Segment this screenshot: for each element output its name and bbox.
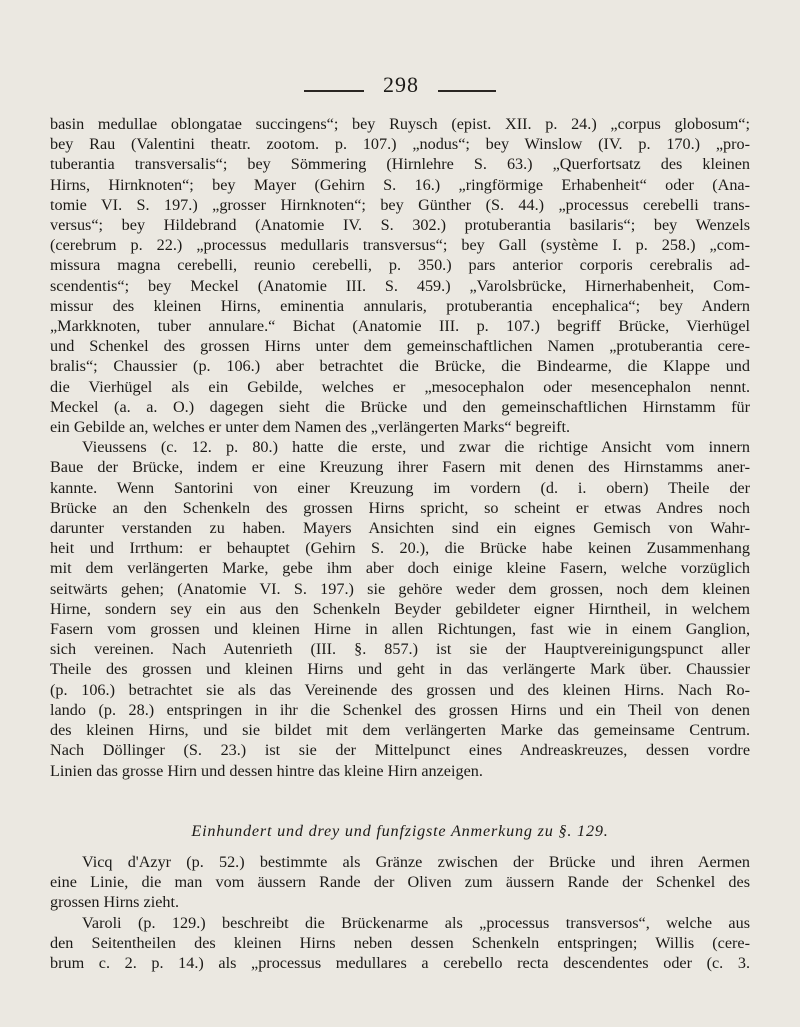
- text-line: und Schenkel des grossen Hirns unter dem gemeinschaftlichen Namen „protuberantia cere-: [50, 337, 750, 356]
- paragraph-2: [50, 437, 750, 780]
- text-line: ein Gebilde an, welches er unter dem Namen des „verlängerten Marks“ begreift.: [50, 418, 571, 437]
- text-line: seitwärts gehen; (Anatomie VI. S. 197.) sie gehöre weder dem grossen, noch dem kleinen: [50, 579, 750, 598]
- text-line: Vieussens (c. 12. p. 80.) hatte die erste, und zwar die richtige Ansicht vom innern: [82, 438, 750, 457]
- text-line: des kleinen Hirns, und sie bildet mit dem verlängerten Marke das gemeinsame Centrum.: [50, 721, 750, 740]
- paragraph-3: [50, 852, 750, 913]
- text-line: grossen Hirns zieht.: [50, 893, 180, 912]
- section-heading: Einhundert und drey und funfzigste Anmerkung zu §. 129.: [191, 822, 609, 840]
- text-line: Linien das grosse Hirn und dessen hintre das kleine Hirn anzeigen.: [50, 761, 483, 780]
- text-line: missura magna cerebelli, reunio cerebelli, p. 350.) pars anterior corporis cerebralis ad-: [50, 256, 750, 275]
- main-text: [50, 114, 750, 781]
- text-line: Theile des grossen und kleinen Hirns und geht in das verlängerte Mark über. Chaussier: [50, 660, 750, 679]
- text-line: brum c. 2. p. 14.) als „processus medullares a cerebello recta descendentes oder (c. 3.: [50, 954, 750, 973]
- text-line: (cerebrum p. 22.) „processus medullaris transversus“; bey Gall (système I. p. 258.) „com-: [50, 236, 750, 255]
- main-text-continued: [50, 852, 750, 973]
- text-line: Hirne, sondern sey ein aus den Schenkeln Beyder gebildeter eigner Hirntheil, in welchem: [50, 599, 750, 618]
- text-line: versus“; bey Hildebrand (Anatomie IV. S. 302.) protuberantia basilaris“; bey Wenzels: [50, 216, 750, 235]
- text-line: tuberantia transversalis“; bey Sömmering (Hirnlehre S. 63.) „Querfortsatz des kleinen: [50, 155, 750, 174]
- text-line: bey Rau (Valentini theatr. zootom. p. 107.) „nodus“; bey Winslow (IV. p. 170.) „pro-: [50, 135, 750, 154]
- text-line: Varoli (p. 129.) beschreibt die Brückenarme als „processus transversos“, welche aus: [82, 913, 750, 932]
- text-line: die Vierhügel als ein Gebilde, welches er „mesocephalon oder mesencephalon nennt.: [50, 377, 750, 396]
- text-line: darunter verstanden zu haben. Mayers Ansichten sind ein eignes Gemisch von Wahr-: [50, 519, 750, 538]
- text-line: Hirns, Hirnknoten“; bey Mayer (Gehirn S. 16.) „ringförmige Erhabenheit“ oder (Ana-: [50, 175, 750, 194]
- page-header: [0, 72, 800, 102]
- text-line: „Markknoten, tuber annulare.“ Bichat (Anatomie III. p. 107.) begriff Brücke, Vierhügel: [50, 317, 750, 336]
- text-line: eine Linie, die man vom äussern Rande der Oliven zum äussern Rande der Schenkel des: [50, 873, 750, 892]
- text-line: Baue der Brücke, indem er eine Kreuzung ihrer Fasern mit denen des Hirnstamms aner-: [50, 458, 750, 477]
- text-line: Brücke an den Schenkeln des grossen Hirns spricht, so scheint er etwas Andres noch: [50, 498, 750, 517]
- text-line: bralis“; Chaussier (p. 106.) aber betrachtet die Brücke, die Bindearme, die Klappe und: [50, 357, 750, 376]
- text-line: (p. 106.) betrachtet sie als das Vereinende des grossen und des kleinen Hirns. Nach Ro-: [50, 680, 750, 699]
- paragraph-4: [50, 913, 750, 974]
- text-line: lando (p. 28.) entspringen in ihr die Schenkel des grossen Hirns und ein Theil von denen: [50, 700, 750, 719]
- text-line: Fasern vom grossen und kleinen Hirne in allen Richtungen, fast wie in einem Ganglion,: [50, 620, 750, 639]
- paragraph-1: [50, 114, 750, 437]
- text-line: Meckel (a. a. O.) dagegen sieht die Brücke und den gemeinschaftlichen Hirnstamm für: [50, 397, 750, 416]
- page-number: 298: [383, 72, 419, 97]
- text-line: basin medullae oblongatae succingens“; bey Ruysch (epist. XII. p. 24.) „corpus globosum“;: [50, 115, 750, 133]
- text-line: tomie VI. S. 197.) „grosser Hirnknoten“; bey Günther (S. 44.) „processus cerebelli trans-: [50, 195, 750, 214]
- header-rule-right: [438, 90, 496, 92]
- text-line: den Seitentheilen des kleinen Hirns neben dessen Schenkeln entspringen; Willis (cere-: [50, 933, 750, 952]
- text-line: mit dem verlängerten Marke, gebe ihm aber doch einige kleine Fasern, welche vorzüglich: [50, 559, 750, 578]
- text-line: Vicq d'Azyr (p. 52.) bestimmte als Gränze zwischen der Brücke und ihren Aermen: [82, 853, 750, 871]
- text-line: missur des kleinen Hirns, eminentia annularis, protuberantia encephalica“; bey Andern: [50, 296, 750, 315]
- text-line: scendentis“; bey Meckel (Anatomie III. S. 459.) „Varolsbrücke, Hirnerhabenheit, Com-: [50, 276, 750, 295]
- text-line: Nach Döllinger (S. 23.) ist sie der Mittelpunct eines Andreaskreuzes, dessen vordre: [50, 741, 750, 760]
- header-rule-left: [304, 90, 364, 92]
- text-line: heit und Irrthum: er behauptet (Gehirn S. 20.), die Brücke habe keinen Zusammenhang: [50, 539, 750, 558]
- text-line: kannte. Wenn Santorini von einer Kreuzung im vordern (d. i. obern) Theile der: [50, 478, 750, 497]
- text-line: sich vereinen. Nach Autenrieth (III. §. 857.) ist sie der Hauptvereinigungspunct aller: [50, 640, 750, 659]
